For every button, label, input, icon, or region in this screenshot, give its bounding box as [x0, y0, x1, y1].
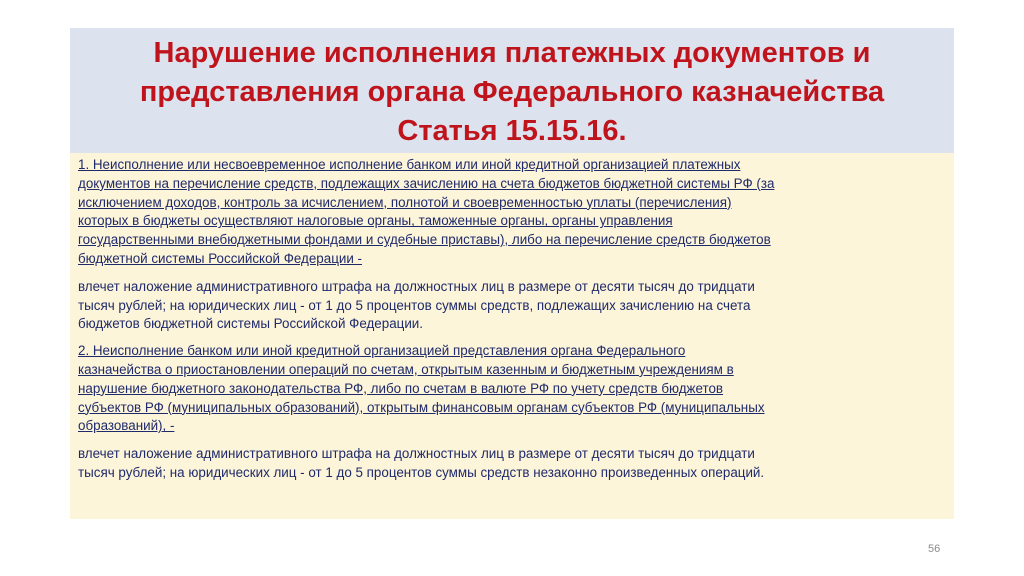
penalty-2-line: тысяч рублей; на юридических лиц - от 1 до 5 процентов суммы средств незаконно произведенных операций.: [78, 464, 765, 480]
article-part-2-line: нарушение бюджетного законодательства РФ, либо по счетам в валюте РФ по учету средств бюджетов: [78, 380, 724, 396]
article-part-1-penalty: [78, 278, 946, 334]
article-part-2-line: казначейства о приостановлении операций по счетам, открытым казенным и бюджетным учреждениям в: [78, 361, 734, 377]
article-part-1-line: государственными внебюджетными фондами и судебные приставы), либо на перечисление средств бюджетов: [78, 232, 771, 248]
article-part-1-line: 1. Неисполнение или несвоевременное исполнение банком или иной кредитной организацией платежных: [78, 157, 741, 172]
slide-content-box: [70, 153, 954, 519]
article-part-2-line: субъектов РФ (муниципальных образований), открытым финансовым органам субъектов РФ (муниципальных: [78, 399, 765, 415]
penalty-1-line: бюджетов бюджетной системы Российской Федерации.: [78, 316, 424, 332]
article-part-1-line: документов на перечисление средств, подлежащих зачислению на счета бюджетов бюджетной системы РФ (за: [78, 175, 775, 191]
penalty-2-line: влечет наложение административного штрафа на должностных лиц в размере от десяти тысяч до тридцати: [78, 446, 755, 462]
penalty-1-line: тысяч рублей; на юридических лиц - от 1 до 5 процентов суммы средств, подлежащих зачислению на счета: [78, 297, 751, 313]
slide-title-line-3: Статья 15.15.16.: [397, 115, 627, 147]
penalty-1-line: влечет наложение административного штрафа на должностных лиц в размере от десяти тысяч до тридцати: [78, 278, 755, 294]
slide-title-line-2: представления органа Федерального казначейства: [139, 76, 885, 108]
slide-title-box: [70, 28, 954, 153]
article-part-2-line: образований), -: [78, 418, 175, 434]
article-part-2-link[interactable]: [78, 342, 946, 436]
page-number: 56: [928, 543, 941, 555]
article-part-1-link[interactable]: [78, 156, 946, 269]
article-part-2-line: 2. Неисполнение банком или иной кредитной организацией представления органа Федерального: [78, 343, 686, 359]
article-part-1-line: бюджетной системы Российской Федерации -: [78, 250, 363, 266]
article-part-1-line: исключением доходов, контроль за исчислением, полнотой и своевременностью уплаты (перечисления): [78, 194, 732, 210]
article-part-1-line: которых в бюджеты осуществляют налоговые органы, таможенные органы, органы управления: [78, 213, 673, 229]
slide-title-line-1: Нарушение исполнения платежных документов и: [153, 37, 871, 69]
article-part-2-penalty: [78, 445, 946, 483]
